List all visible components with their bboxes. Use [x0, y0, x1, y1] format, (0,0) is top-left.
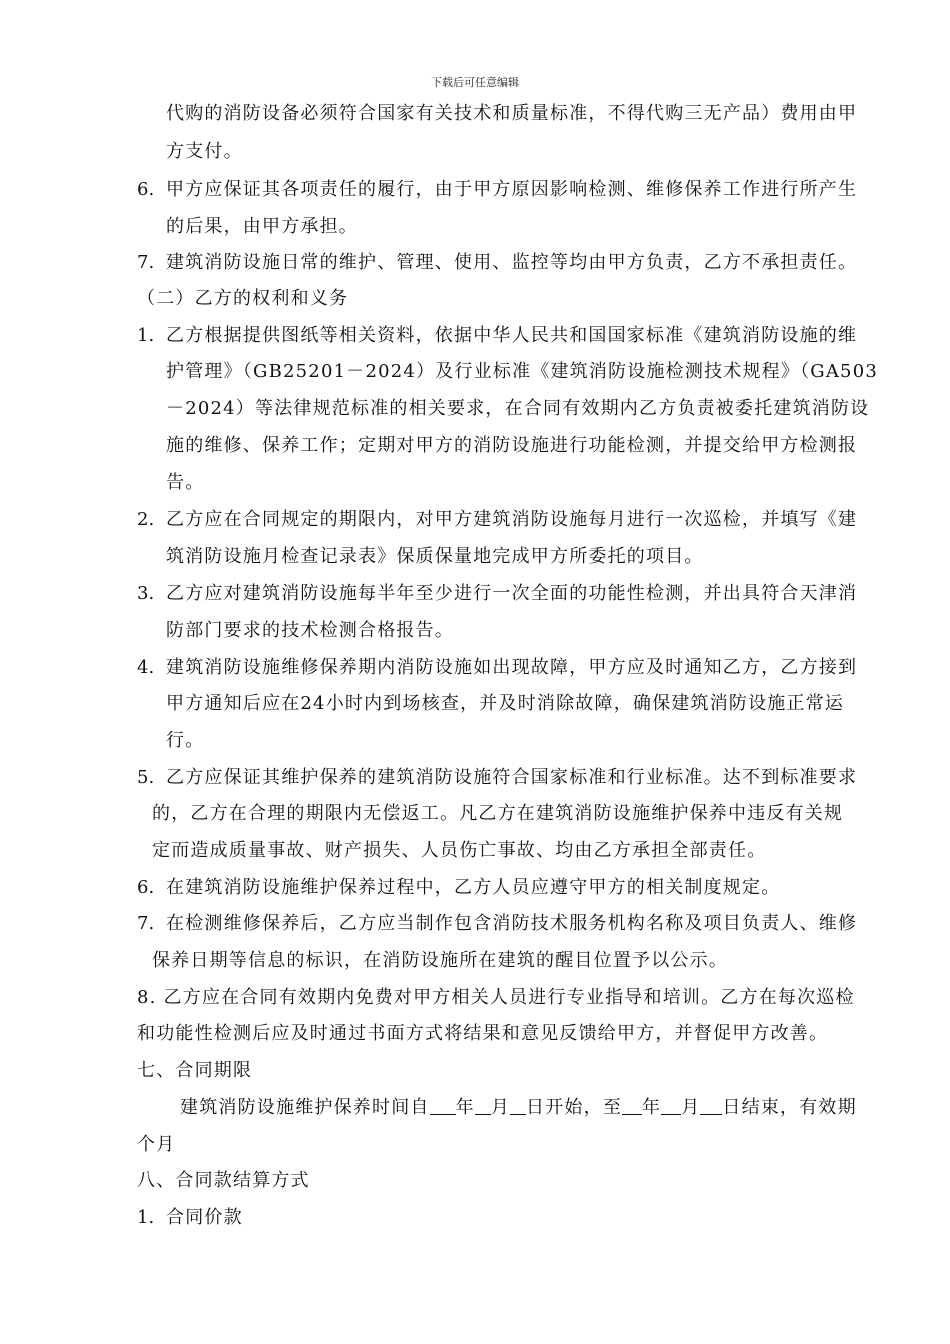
party-b-item2-line: 乙方应在合同规定的期限内，对甲方建筑消防设施每月进行一次巡检，并填写《建 [166, 509, 858, 530]
party-a-item5-continuation: 代购的消防设备必须符合国家有关技术和质量标准，不得代购三无产品）费用由甲 [166, 103, 858, 124]
party-a-item6-line1: 甲方应保证其各项责任的履行，由于甲方原因影响检测、维修保养工作进行所产生 [166, 179, 858, 200]
party-b-item1-line: 护管理》（GB25201－2024）及行业标准《建筑消防设施检测技术规程》（GA503 [166, 361, 879, 382]
party-b-item4-line: 行。 [166, 730, 205, 751]
month-label: 月 [490, 1097, 511, 1118]
start-month-blank[interactable] [475, 1096, 491, 1115]
section-7-heading: 七、合同期限 [137, 1060, 253, 1081]
party-b-item5-line: 的，乙方在合理的期限内无偿返工。凡乙方在建筑消防设施维护保养中违反有关规 [152, 803, 844, 824]
party-b-item5-line: 定而造成质量事故、财产损失、人员伤亡事故、均由乙方承担全部责任。 [152, 840, 767, 861]
party-b-item2-number: 2. [137, 509, 155, 530]
start-year-blank[interactable] [430, 1096, 456, 1115]
party-a-item5-end: 方支付。 [166, 141, 243, 162]
party-b-item1-line: 告。 [166, 472, 205, 493]
party-b-heading: （二）乙方的权利和义务 [137, 288, 349, 309]
party-b-item1-number: 1. [137, 325, 155, 346]
end-day-blank[interactable] [700, 1096, 722, 1115]
contract-price-label: 合同价款 [166, 1207, 243, 1228]
party-a-item6-number: 6. [137, 179, 155, 200]
year-label: 年 [455, 1097, 475, 1118]
month-label: 月 [681, 1097, 701, 1118]
term-text-end: 日结束，有效期 [722, 1097, 857, 1118]
party-b-item5-line: 乙方应保证其维护保养的建筑消防设施符合国家标准和行业标准。达不到标准要求 [166, 767, 858, 788]
party-b-item3-line: 乙方应对建筑消防设施每半年至少进行一次全面的功能性检测，并出具符合天津消 [166, 583, 858, 604]
party-b-item8-line1: 8. 乙方应在合同有效期内免费对甲方相关人员进行专业指导和培训。乙方在每次巡检 [137, 987, 855, 1008]
section-8-heading: 八、合同款结算方式 [137, 1170, 310, 1191]
party-b-item2-line: 筑消防设施月检查记录表》保质保量地完成甲方所委托的项目。 [166, 546, 704, 567]
end-month-blank[interactable] [661, 1096, 681, 1115]
party-b-item1-line: 乙方根据提供图纸等相关资料，依据中华人民共和国国家标准《建筑消防设施的维 [166, 325, 858, 346]
download-note: 下载后可任意编辑 [431, 76, 519, 89]
party-b-item1-line: 施的维修、保养工作；定期对甲方的消防设施进行功能检测，并提交给甲方检测报 [166, 435, 858, 456]
party-b-item3-line: 防部门要求的技术检测合格报告。 [166, 620, 454, 641]
start-day-blank[interactable] [510, 1096, 526, 1115]
term-months-line: 个月 [137, 1134, 176, 1155]
party-b-item1-line: －2024）等法律规范标准的相关要求，在合同有效期内乙方负责被委托建筑消防设 [166, 398, 870, 419]
party-b-item6-line: 在建筑消防设施维护保养过程中，乙方人员应遵守甲方的相关制度规定。 [166, 877, 781, 898]
party-a-item7-line1: 建筑消防设施日常的维护、管理、使用、监控等均由甲方负责，乙方不承担责任。 [166, 252, 858, 273]
contract-term-sentence [180, 1096, 857, 1120]
year-label: 年 [642, 1097, 662, 1118]
party-b-item4-line: 建筑消防设施维修保养期内消防设施如出现故障，甲方应及时通知乙方，乙方接到 [166, 657, 858, 678]
term-text-mid: 日开始，至 [526, 1097, 623, 1118]
party-b-item4-number: 4. [137, 657, 155, 678]
party-b-item7-line: 在检测维修保养后，乙方应当制作包含消防技术服务机构名称及项目负责人、维修 [166, 913, 858, 934]
party-a-item7-number: 7. [137, 252, 155, 273]
party-b-item7-number: 7. [137, 913, 155, 934]
party-b-item4-line: 甲方通知后应在24小时内到场核查，并及时消除故障，确保建筑消防设施正常运 [166, 693, 845, 714]
section-8-item1-number: 1. [137, 1207, 155, 1228]
term-text-start: 建筑消防设施维护保养时间自 [180, 1097, 430, 1118]
party-b-item8-line2: 和功能性检测后应及时通过书面方式将结果和意见反馈给甲方，并督促甲方改善。 [137, 1023, 829, 1044]
party-a-item6-line2: 的后果，由甲方承担。 [166, 216, 358, 237]
party-b-item6-number: 6. [137, 877, 155, 898]
party-b-item7-line: 保养日期等信息的标识，在消防设施所在建筑的醒目位置予以公示。 [152, 950, 728, 971]
party-b-item3-number: 3. [137, 583, 155, 604]
end-year-blank[interactable] [622, 1096, 642, 1115]
party-b-item5-number: 5. [137, 767, 155, 788]
